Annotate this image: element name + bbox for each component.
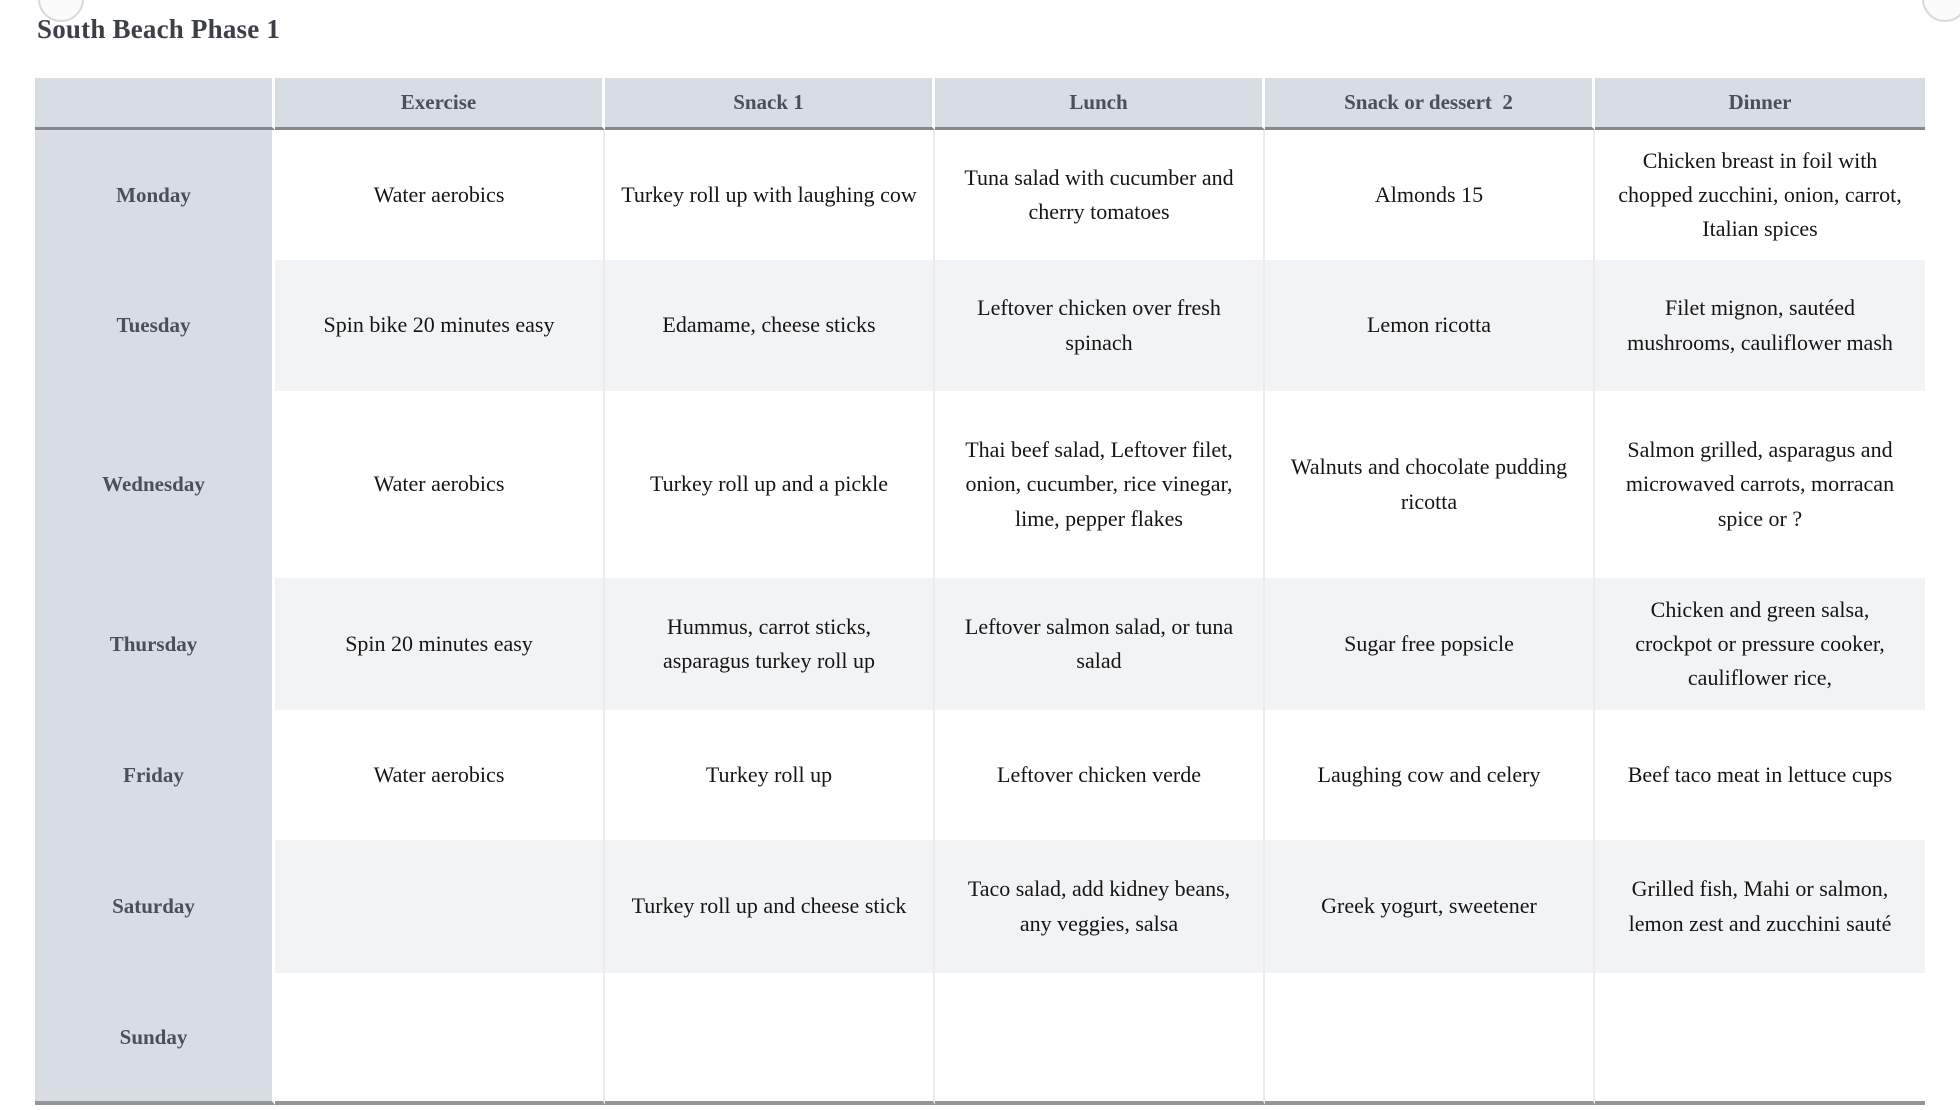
cell-lunch[interactable]: [935, 973, 1265, 1105]
table-row: [35, 973, 1925, 1105]
cell-snack2[interactable]: Walnuts and chocolate pudding ricotta: [1265, 391, 1595, 578]
header-row: [35, 78, 1925, 130]
header-lunch[interactable]: Lunch: [935, 78, 1265, 130]
cell-dinner[interactable]: Salmon grilled, asparagus and microwaved carrots, morracan spice or ?: [1595, 391, 1925, 578]
cell-exercise[interactable]: Water aerobics: [275, 391, 605, 578]
cell-lunch[interactable]: Thai beef salad, Leftover filet, onion, cucumber, rice vinegar, lime, pepper flakes: [935, 391, 1265, 578]
cell-snack1[interactable]: Edamame, cheese sticks: [605, 260, 935, 391]
cell-dinner[interactable]: Chicken breast in foil with chopped zucchini, onion, carrot, Italian spices: [1595, 130, 1925, 260]
cell-snack1[interactable]: Turkey roll up: [605, 710, 935, 840]
cell-dinner[interactable]: Chicken and green salsa, crockpot or pressure cooker, cauliflower rice,: [1595, 578, 1925, 710]
row-day-label[interactable]: Thursday: [35, 578, 275, 710]
cell-snack1[interactable]: Hummus, carrot sticks, asparagus turkey roll up: [605, 578, 935, 710]
cell-snack2[interactable]: [1265, 973, 1595, 1105]
cell-lunch[interactable]: Tuna salad with cucumber and cherry tomatoes: [935, 130, 1265, 260]
table-row: [35, 578, 1925, 710]
row-day-label[interactable]: Saturday: [35, 840, 275, 973]
row-day-label[interactable]: Friday: [35, 710, 275, 840]
handle-icon: [1922, 0, 1960, 22]
table-row: [35, 260, 1925, 391]
header-exercise[interactable]: Exercise: [275, 78, 605, 130]
meal-plan-table: [35, 78, 1925, 1105]
row-day-label[interactable]: Tuesday: [35, 260, 275, 391]
cell-lunch[interactable]: Leftover chicken verde: [935, 710, 1265, 840]
cell-dinner[interactable]: Grilled fish, Mahi or salmon, lemon zest and zucchini sauté: [1595, 840, 1925, 973]
table-row: [35, 710, 1925, 840]
cell-snack2[interactable]: Sugar free popsicle: [1265, 578, 1595, 710]
cell-snack2[interactable]: Greek yogurt, sweetener: [1265, 840, 1595, 973]
header-dinner[interactable]: Dinner: [1595, 78, 1925, 130]
cell-snack1[interactable]: [605, 973, 935, 1105]
header-snack2[interactable]: Snack or dessert 2: [1265, 78, 1595, 130]
cell-dinner[interactable]: [1595, 973, 1925, 1105]
corner-header-cell[interactable]: [35, 78, 275, 130]
cell-dinner[interactable]: Beef taco meat in lettuce cups: [1595, 710, 1925, 840]
cell-lunch[interactable]: Leftover salmon salad, or tuna salad: [935, 578, 1265, 710]
cell-exercise[interactable]: Spin 20 minutes easy: [275, 578, 605, 710]
cell-snack2[interactable]: Almonds 15: [1265, 130, 1595, 260]
cell-snack1[interactable]: Turkey roll up with laughing cow: [605, 130, 935, 260]
cell-snack2[interactable]: Lemon ricotta: [1265, 260, 1595, 391]
table-row: [35, 391, 1925, 578]
cell-exercise[interactable]: Spin bike 20 minutes easy: [275, 260, 605, 391]
header-snack1[interactable]: Snack 1: [605, 78, 935, 130]
table-row: [35, 130, 1925, 260]
row-day-label[interactable]: Wednesday: [35, 391, 275, 578]
cell-exercise[interactable]: [275, 973, 605, 1105]
document-title[interactable]: South Beach Phase 1: [37, 14, 281, 44]
cell-exercise[interactable]: [275, 840, 605, 973]
cell-lunch[interactable]: Taco salad, add kidney beans, any veggies, salsa: [935, 840, 1265, 973]
row-day-label[interactable]: Sunday: [35, 973, 275, 1105]
cell-lunch[interactable]: Leftover chicken over fresh spinach: [935, 260, 1265, 391]
cell-exercise[interactable]: Water aerobics: [275, 710, 605, 840]
cell-snack1[interactable]: Turkey roll up and a pickle: [605, 391, 935, 578]
row-day-label[interactable]: Monday: [35, 130, 275, 260]
cell-dinner[interactable]: Filet mignon, sautéed mushrooms, cauliflower mash: [1595, 260, 1925, 391]
table-row: [35, 840, 1925, 973]
cell-snack1[interactable]: Turkey roll up and cheese stick: [605, 840, 935, 973]
cell-snack2[interactable]: Laughing cow and celery: [1265, 710, 1595, 840]
cell-exercise[interactable]: Water aerobics: [275, 130, 605, 260]
